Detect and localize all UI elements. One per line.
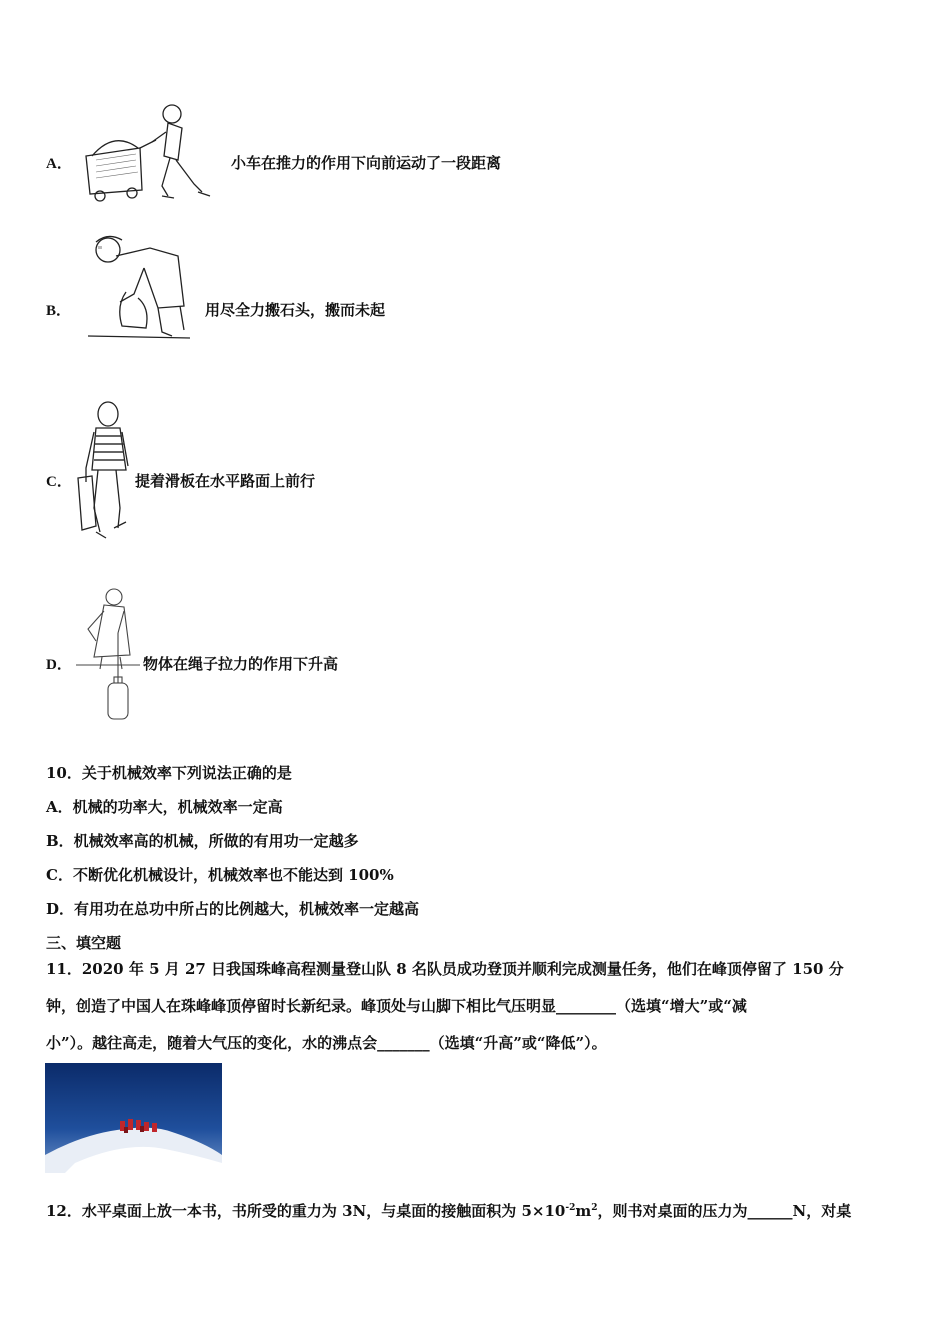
section-title: 三、填空题 (46, 934, 122, 952)
climbers-on-summit-photo-icon (45, 1063, 222, 1173)
q12-text-before: 12．水平桌面上放一本书，书所受的重力为 3N，与桌面的接触面积为 5×10 (46, 1202, 566, 1220)
q10-option-b: B．机械效率高的机械，所做的有用功一定越多 (46, 832, 359, 850)
option-d-text: 物体在绳子拉力的作用下升高 (143, 655, 339, 673)
q10-stem: 10．关于机械效率下列说法正确的是 (46, 764, 292, 782)
option-b-text: 用尽全力搬石头，搬而未起 (205, 301, 386, 319)
q12-text-after: ，则书对桌面的压力为______N，对桌 (597, 1202, 852, 1220)
option-c-letter: C． (46, 474, 72, 490)
q12-line-1 (46, 1200, 851, 1221)
q10-option-d: D．有用功在总功中所占的比例越大，机械效率一定越高 (46, 900, 420, 918)
man-lifting-object-by-rope-icon (74, 585, 142, 727)
girl-lifting-stone-icon (80, 232, 192, 344)
q11-line-3: 小”）。越往高走，随着大气压的变化，水的沸点会_______（选填“升高”或“降低”）。 (46, 1034, 607, 1052)
option-a-text: 小车在推力的作用下向前运动了一段距离 (231, 154, 502, 172)
q11-line-1: 11．2020 年 5 月 27 日我国珠峰高程测量登山队 8 名队员成功登顶并顺利完成测量任务，他们在峰顶停留了 150 分 (46, 960, 844, 978)
q12-exponent: -2 (565, 1203, 576, 1213)
boy-pushing-cart-icon (82, 100, 222, 206)
q12-unit: m (575, 1202, 592, 1220)
option-b-letter: B． (46, 303, 72, 319)
option-d-letter: D． (46, 657, 72, 673)
boy-carrying-skateboard-icon (72, 398, 136, 548)
q12-unit-exponent: 2 (591, 1203, 598, 1213)
q11-line-2: 钟，创造了中国人在珠峰峰顶停留时长新纪录。峰顶处与山脚下相比气压明显________（选填“增大”或“减 (46, 997, 747, 1015)
q10-option-a: A．机械的功率大，机械效率一定高 (46, 798, 283, 816)
option-c-text: 提着滑板在水平路面上前行 (135, 472, 316, 490)
q10-option-c: C．不断优化机械设计，机械效率也不能达到 100% (46, 866, 394, 884)
option-a-letter: A． (46, 156, 72, 172)
